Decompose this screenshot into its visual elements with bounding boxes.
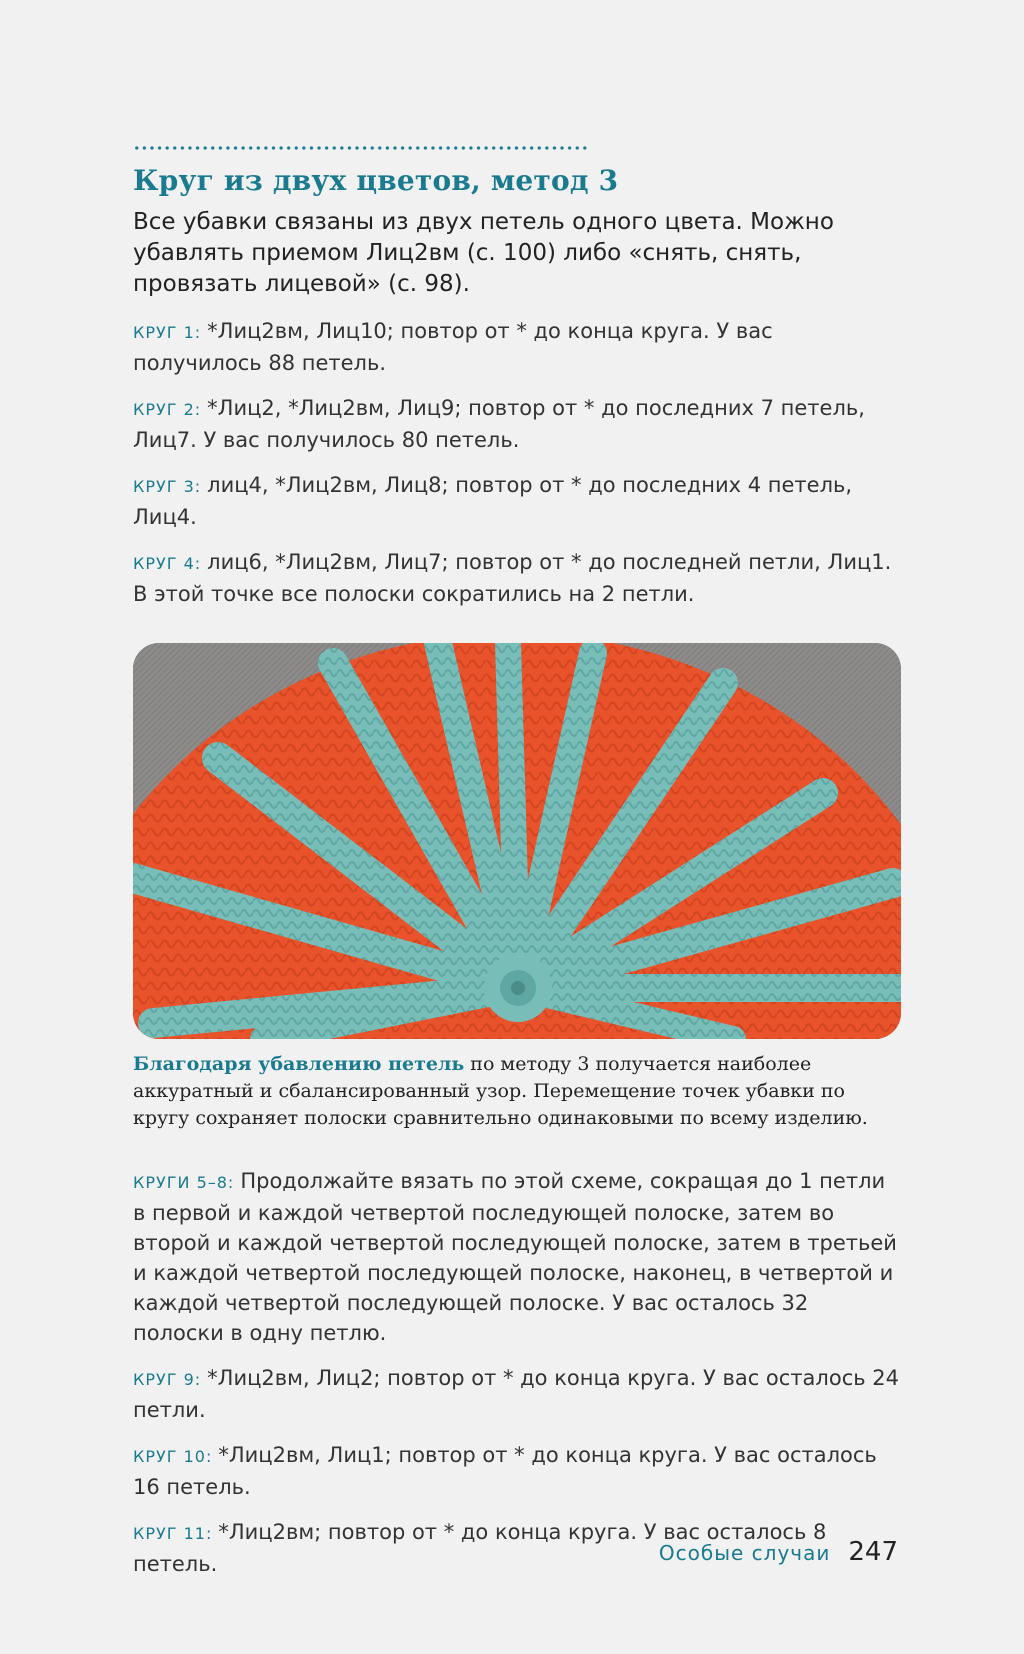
footer-section-name: Особые случаи [658, 1541, 831, 1565]
section-intro: Все убавки связаны из двух петель одного цвета. Можно убавлять приемом Лиц2вм (с. 100) либо «снять, снять, провязать лицевой» (с. 98). [133, 209, 834, 297]
step-round-10 [133, 1440, 903, 1502]
dotted-divider [133, 146, 588, 150]
step-round-2 [133, 393, 903, 455]
step-label: КРУГ 4: [133, 554, 202, 573]
step-rounds-5-8 [133, 1166, 903, 1348]
step-text: лиц6, *Лиц2вм, Лиц7; повтор от * до последней петли, Лиц1. В этой точке все полоски сократились на 2 петли. [133, 550, 892, 606]
step-text: *Лиц2вм, Лиц1; повтор от * до конца круга. У вас осталось 16 петель. [133, 1443, 877, 1499]
book-page [133, 146, 903, 1594]
step-text: *Лиц2вм, Лиц2; повтор от * до конца круга. У вас осталось 24 петли. [133, 1366, 900, 1422]
step-round-3 [133, 470, 903, 532]
step-round-9 [133, 1363, 903, 1425]
step-round-1 [133, 316, 903, 378]
step-label: КРУГ 10: [133, 1447, 213, 1466]
photo-caption [133, 1051, 903, 1132]
step-label: КРУГИ 5–8: [133, 1173, 235, 1192]
caption-lead: Благодаря убавлению петель [133, 1053, 465, 1075]
step-label: КРУГ 11: [133, 1524, 213, 1543]
step-text: *Лиц2вм, Лиц10; повтор от * до конца круга. У вас получилось 88 петель. [133, 319, 773, 375]
knitted-circle-photo [133, 643, 901, 1039]
page-footer [659, 1537, 898, 1567]
step-label: КРУГ 2: [133, 400, 202, 419]
step-round-4 [133, 547, 903, 609]
page-number: 247 [848, 1537, 898, 1567]
caption-text: по методу 3 получается наиболее аккуратный и сбалансированный узор. Перемещение точек убавки по кругу сохраняет полоски сравнительно одинаковыми по всему изделию. [133, 1053, 868, 1129]
step-text: лиц4, *Лиц2вм, Лиц8; повтор от * до последних 4 петель, Лиц4. [133, 473, 853, 529]
step-label: КРУГ 1: [133, 323, 202, 342]
step-text: Продолжайте вязать по этой схеме, сокращая до 1 петли в первой и каждой четвертой последующей полоске, затем во второй и каждой четвертой последующей полоске, затем в третьей и каждой четвертой последующей полоске, наконец, в четвертой и каждой четвертой последующей полоске. У вас осталось 32 полоски в одну петлю. [133, 1169, 897, 1345]
section-title: Круг из двух цветов, метод 3 [133, 164, 619, 197]
step-text: *Лиц2вм; повтор от * до конца круга. У вас осталось 8 петель. [133, 1520, 827, 1576]
step-label: КРУГ 3: [133, 477, 202, 496]
step-label: КРУГ 9: [133, 1370, 202, 1389]
knitted-circle-illustration [133, 643, 901, 1039]
step-text: *Лиц2, *Лиц2вм, Лиц9; повтор от * до последних 7 петель, Лиц7. У вас получилось 80 петель. [133, 396, 865, 452]
